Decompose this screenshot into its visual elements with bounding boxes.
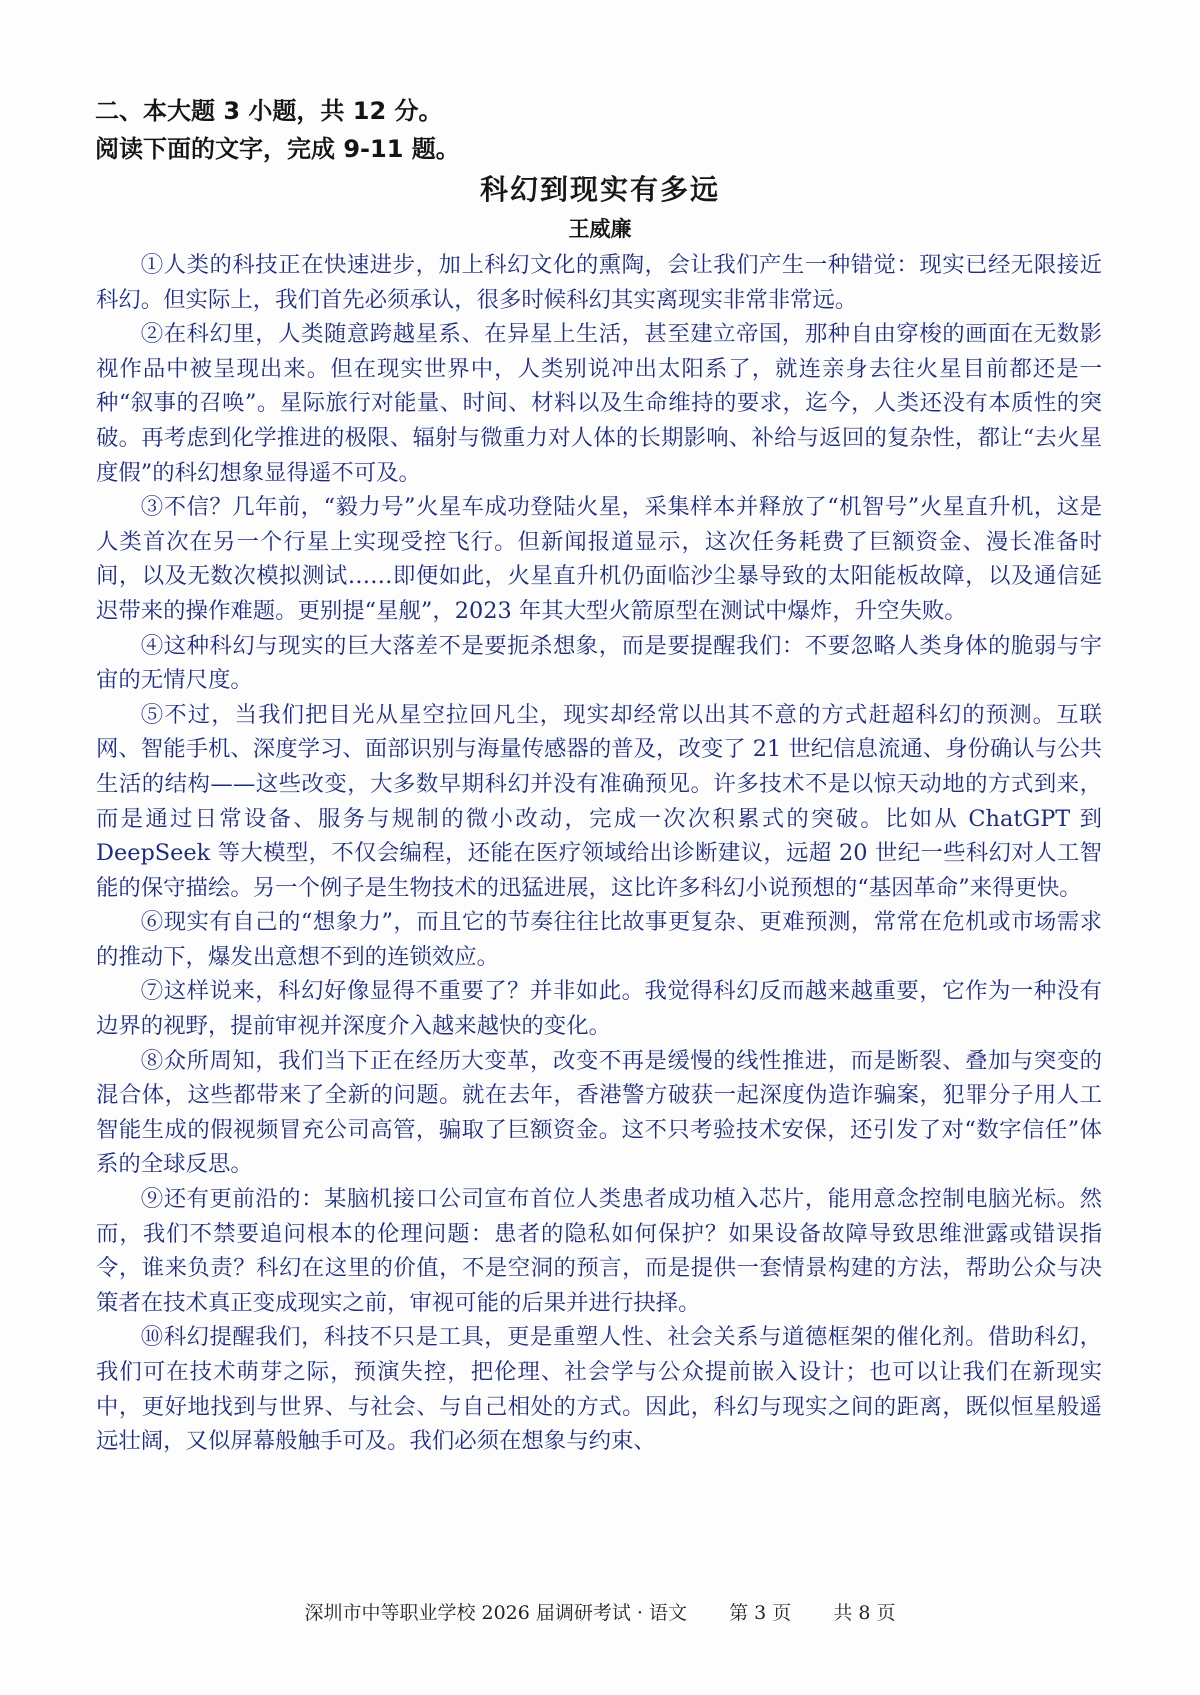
- paragraph-4: ④这种科幻与现实的巨大落差不是要扼杀想象，而是要提醒我们：不要忽略人类身体的脆弱与宇宙的无情尺度。: [96, 632, 1102, 694]
- page-total: 共 8 页: [833, 1602, 896, 1624]
- paragraph-2: ②在科幻里，人类随意跨越星系、在异星上生活，甚至建立帝国，那种自由穿梭的画面在无数影视作品中被呈现出来。但在现实世界中，人类别说冲出太阳系了，就连亲身去往火星目前都还是一种“叙事的召唤”。星际旅行对能量、时间、材料以及生命维持的要求，迄今，人类还没有本质性的突破。再考虑到化学推进的极限、辐射与微重力对人体的长期影响、补给与返回的复杂性，都让“去火星度假”的科幻想象显得遥不可及。: [96, 321, 1102, 486]
- article-author: 王威廉: [568, 217, 632, 241]
- page-footer: [0, 1598, 1200, 1628]
- paragraph-3: ③不信？几年前，“毅力号”火星车成功登陆火星，采集样本并释放了“机智号”火星直升机，这是人类首次在另一个行星上实现受控飞行。但新闻报道显示，这次任务耗费了巨额资金、漫长准备时间，以及无数次模拟测试……即便如此，火星直升机仍面临沙尘暴导致的太阳能板故障，以及通信延迟带来的操作难题。更别提“星舰”，2023 年其大型火箭原型在测试中爆炸，升空失败。: [96, 494, 1102, 624]
- question-header: [95, 92, 1105, 168]
- exam-name: 深圳市中等职业学校 2026 届调研考试 · 语文: [304, 1602, 688, 1624]
- paragraph-6: ⑥现实有自己的“想象力”，而且它的节奏往往比故事更复杂、更难预测，常常在危机或市场需求的推动下，爆发出意想不到的连锁效应。: [96, 909, 1102, 970]
- paragraph-10: ⑩科幻提醒我们，科技不只是工具，更是重塑人性、社会关系与道德框架的催化剂。借助科幻，我们可在技术萌芽之际，预演失控，把伦理、社会学与公众提前嵌入设计；也可以让我们在新现实中，更好地找到与世界、与社会、与自己相处的方式。因此，科幻与现实之间的距离，既似恒星般遥远壮阔，又似屏幕般触手可及。我们必须在想象与约束、: [96, 1324, 1102, 1455]
- article-body: [96, 248, 1102, 1459]
- paragraph-5: ⑤不过，当我们把目光从星空拉回凡尘，现实却经常以出其不意的方式赶超科幻的预测。互联网、智能手机、深度学习、面部识别与海量传感器的普及，改变了 21 世纪信息流通、身份确认与公共生活的结构——这些改变，大多数早期科幻并没有准确预见。许多技术不是以惊天动地的方式到来，而是通过日常设备、服务与规制的微小改动，完成一次次积累式的突破。比如从 ChatGPT 到 DeepSeek 等大模型，不仅会编程，还能在医疗领域给出诊断建议，远超 20 世纪一些科幻对人工智能的保守描绘。另一个例子是生物技术的迅猛进展，这比许多科幻小说预想的“基因革命”来得更快。: [96, 701, 1102, 901]
- section-heading: 二、本大题 3 小题，共 12 分。: [95, 97, 443, 125]
- paragraph-8: ⑧众所周知，我们当下正在经历大变革，改变不再是缓慢的线性推进，而是断裂、叠加与突变的混合体，这些都带来了全新的问题。就在去年，香港警方破获一起深度伪造诈骗案，犯罪分子用人工智能生成的假视频冒充公司高管，骗取了巨额资金。这不只考验技术安保，还引发了对“数字信任”体系的全球反思。: [96, 1047, 1102, 1178]
- article-title: 科幻到现实有多远: [479, 173, 720, 206]
- paragraph-9: ⑨还有更前沿的：某脑机接口公司宣布首位人类患者成功植入芯片，能用意念控制电脑光标。然而，我们不禁要追问根本的伦理问题：患者的隐私如何保护？如果设备故障导致思维泄露或错误指令，谁来负责？科幻在这里的价值，不是空洞的预言，而是提供一套情景构建的方法，帮助公众与决策者在技术真正变成现实之前，审视可能的后果并进行抉择。: [96, 1186, 1102, 1316]
- reading-instruction: 阅读下面的文字，完成 9-11 题。: [95, 135, 460, 163]
- paragraph-7: ⑦这样说来，科幻好像显得不重要了？并非如此。我觉得科幻反而越来越重要，它作为一种没有边界的视野，提前审视并深度介入越来越快的变化。: [96, 978, 1102, 1040]
- page-number: 第 3 页: [729, 1602, 792, 1624]
- paragraph-1: ①人类的科技正在快速进步，加上科幻文化的熏陶，会让我们产生一种错觉：现实已经无限接近科幻。但实际上，我们首先必须承认，很多时候科幻其实离现实非常非常远。: [96, 252, 1102, 313]
